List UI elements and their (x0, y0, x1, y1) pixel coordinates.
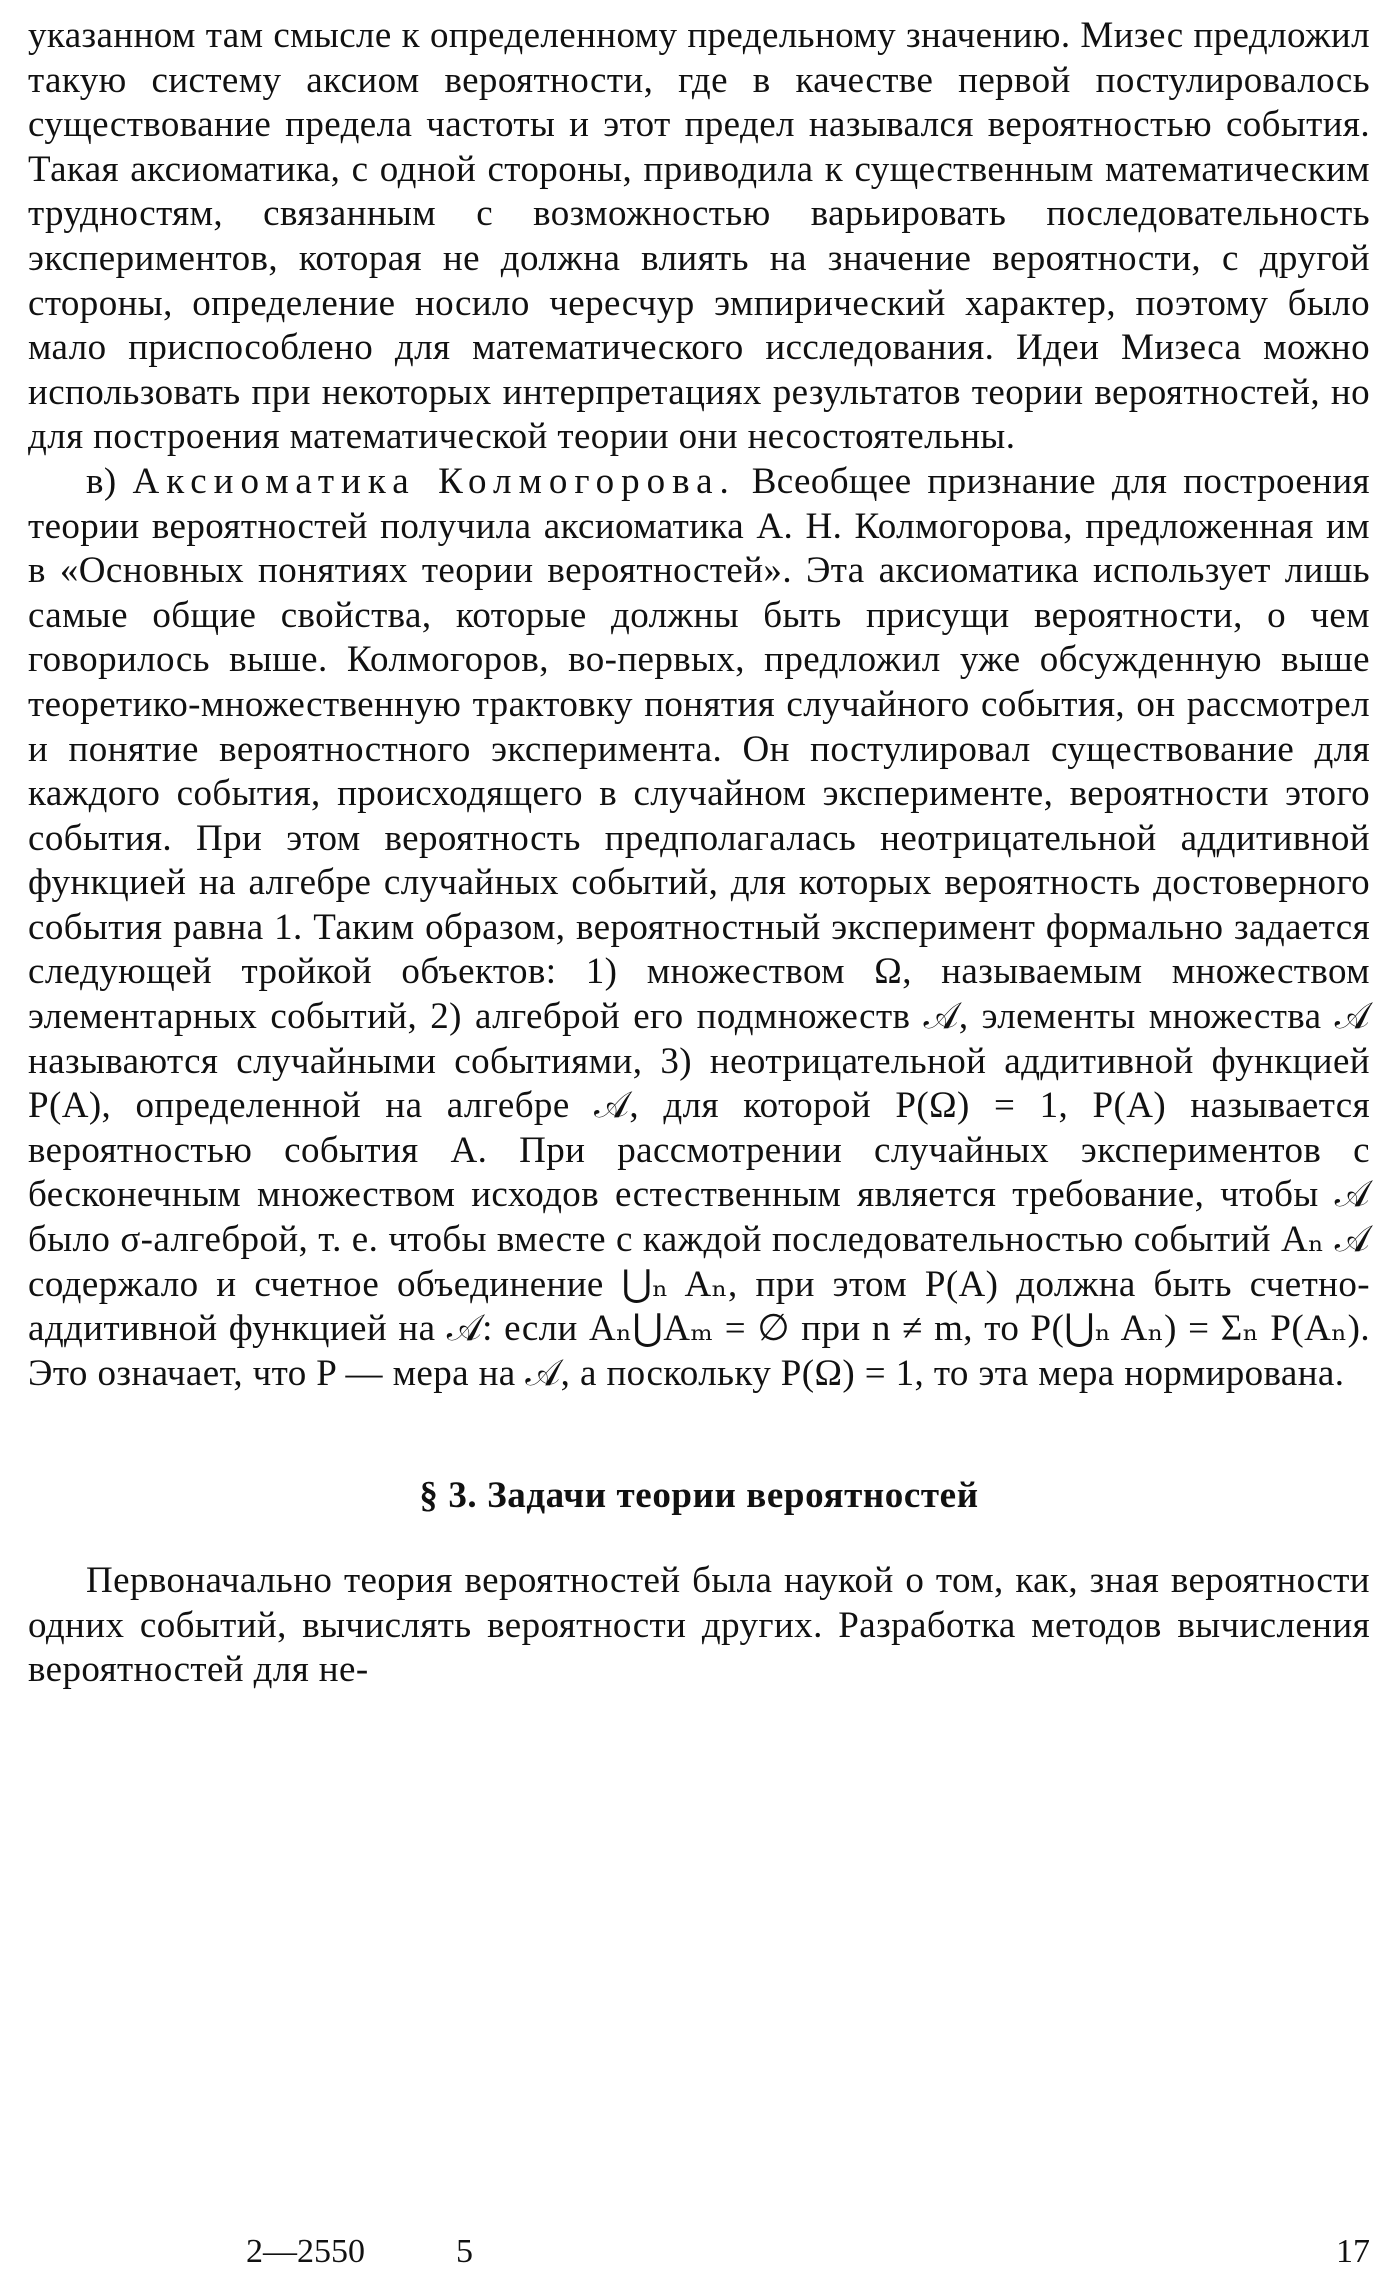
book-page (28, 14, 1370, 2270)
item-title-spaced: Аксиоматика Колмогорова. (132, 460, 736, 502)
paragraph-kolmogorov (28, 460, 1370, 1396)
page-number: 17 (1336, 2233, 1370, 2270)
item-label: в) (86, 460, 117, 502)
section-heading: § 3. Задачи теории вероятностей (419, 1475, 979, 1517)
printer-signature: 2—2550 (246, 2233, 365, 2270)
sheet-number: 5 (456, 2233, 473, 2270)
page-body (28, 14, 1370, 1693)
paragraph-mises: указанном там смысле к определенному предельному значению. Мизес предложил такую систему аксиом вероятности, где в качестве первой постулировалось существование предела частоты и этот предел назывался вероятностью события. Такая аксиоматика, с одной стороны, приводила к существенным математическим трудностям, связанным с возможностью варьировать последовательность экспериментов, которая не должна влиять на значение вероятности, с другой стороны, определение носило чересчур эмпирический характер, поэтому было мало приспособлено для математического исследования. Идеи Мизеса можно использовать при некоторых интерпретациях результатов теории вероятностей, но для построения математической теории они несостоятельны. (28, 15, 1370, 458)
paragraph-section-3: Первоначально теория вероятностей была наукой о том, как, зная вероятности одних событий, вычислять вероятности других. Разработка методов вычисления вероятностей для не- (28, 1560, 1370, 1691)
item-text: Всеобщее признание для построения теории вероятностей получила аксиоматика А. Н. Колмогорова, предложенная им в «Основных понятиях теории вероятностей». Эта аксиоматика использует лишь самые общие свойства, которые должны быть присущи вероятности, о чем говорилось выше. Колмогоров, во-первых, предложил уже обсужденную выше теоретико-множественную трактовку понятия случайного события, он рассмотрел и понятие вероятностного эксперимента. Он постулировал существование для каждого события, происходящего в случайном эксперименте, вероятности этого события. При этом вероятность предполагалась неотрицательной аддитивной функцией на алгебре случайных событий, для которых вероятность достоверного события равна 1. Таким образом, вероятностный эксперимент формально задается следующей тройкой объектов: 1) множеством Ω, называемым множеством элементарных событий, 2) алгеброй его подмножеств 𝒜, элементы множества 𝒜 называются случайными событиями, 3) неотрицательной аддитивной функцией P(A), определенной на алгебре 𝒜, для которой P(Ω) = 1, P(A) называется вероятностью события A. При рассмотрении случайных экспериментов с бесконечным множеством исходов естественным является требование, чтобы 𝒜 было σ-алгеброй, т. е. чтобы вместе с каждой последовательностью событий Aₙ 𝒜 содержало и счетное объединение ⋃ₙ Aₙ, при этом P(A) должна быть счетно-аддитивной функцией на 𝒜: если Aₙ⋃Aₘ = ∅ при n ≠ m, то P(⋃ₙ Aₙ) = Σₙ P(Aₙ). Это означает, что P — мера на 𝒜, а поскольку P(Ω) = 1, то эта мера нормирована. (28, 460, 1370, 1394)
